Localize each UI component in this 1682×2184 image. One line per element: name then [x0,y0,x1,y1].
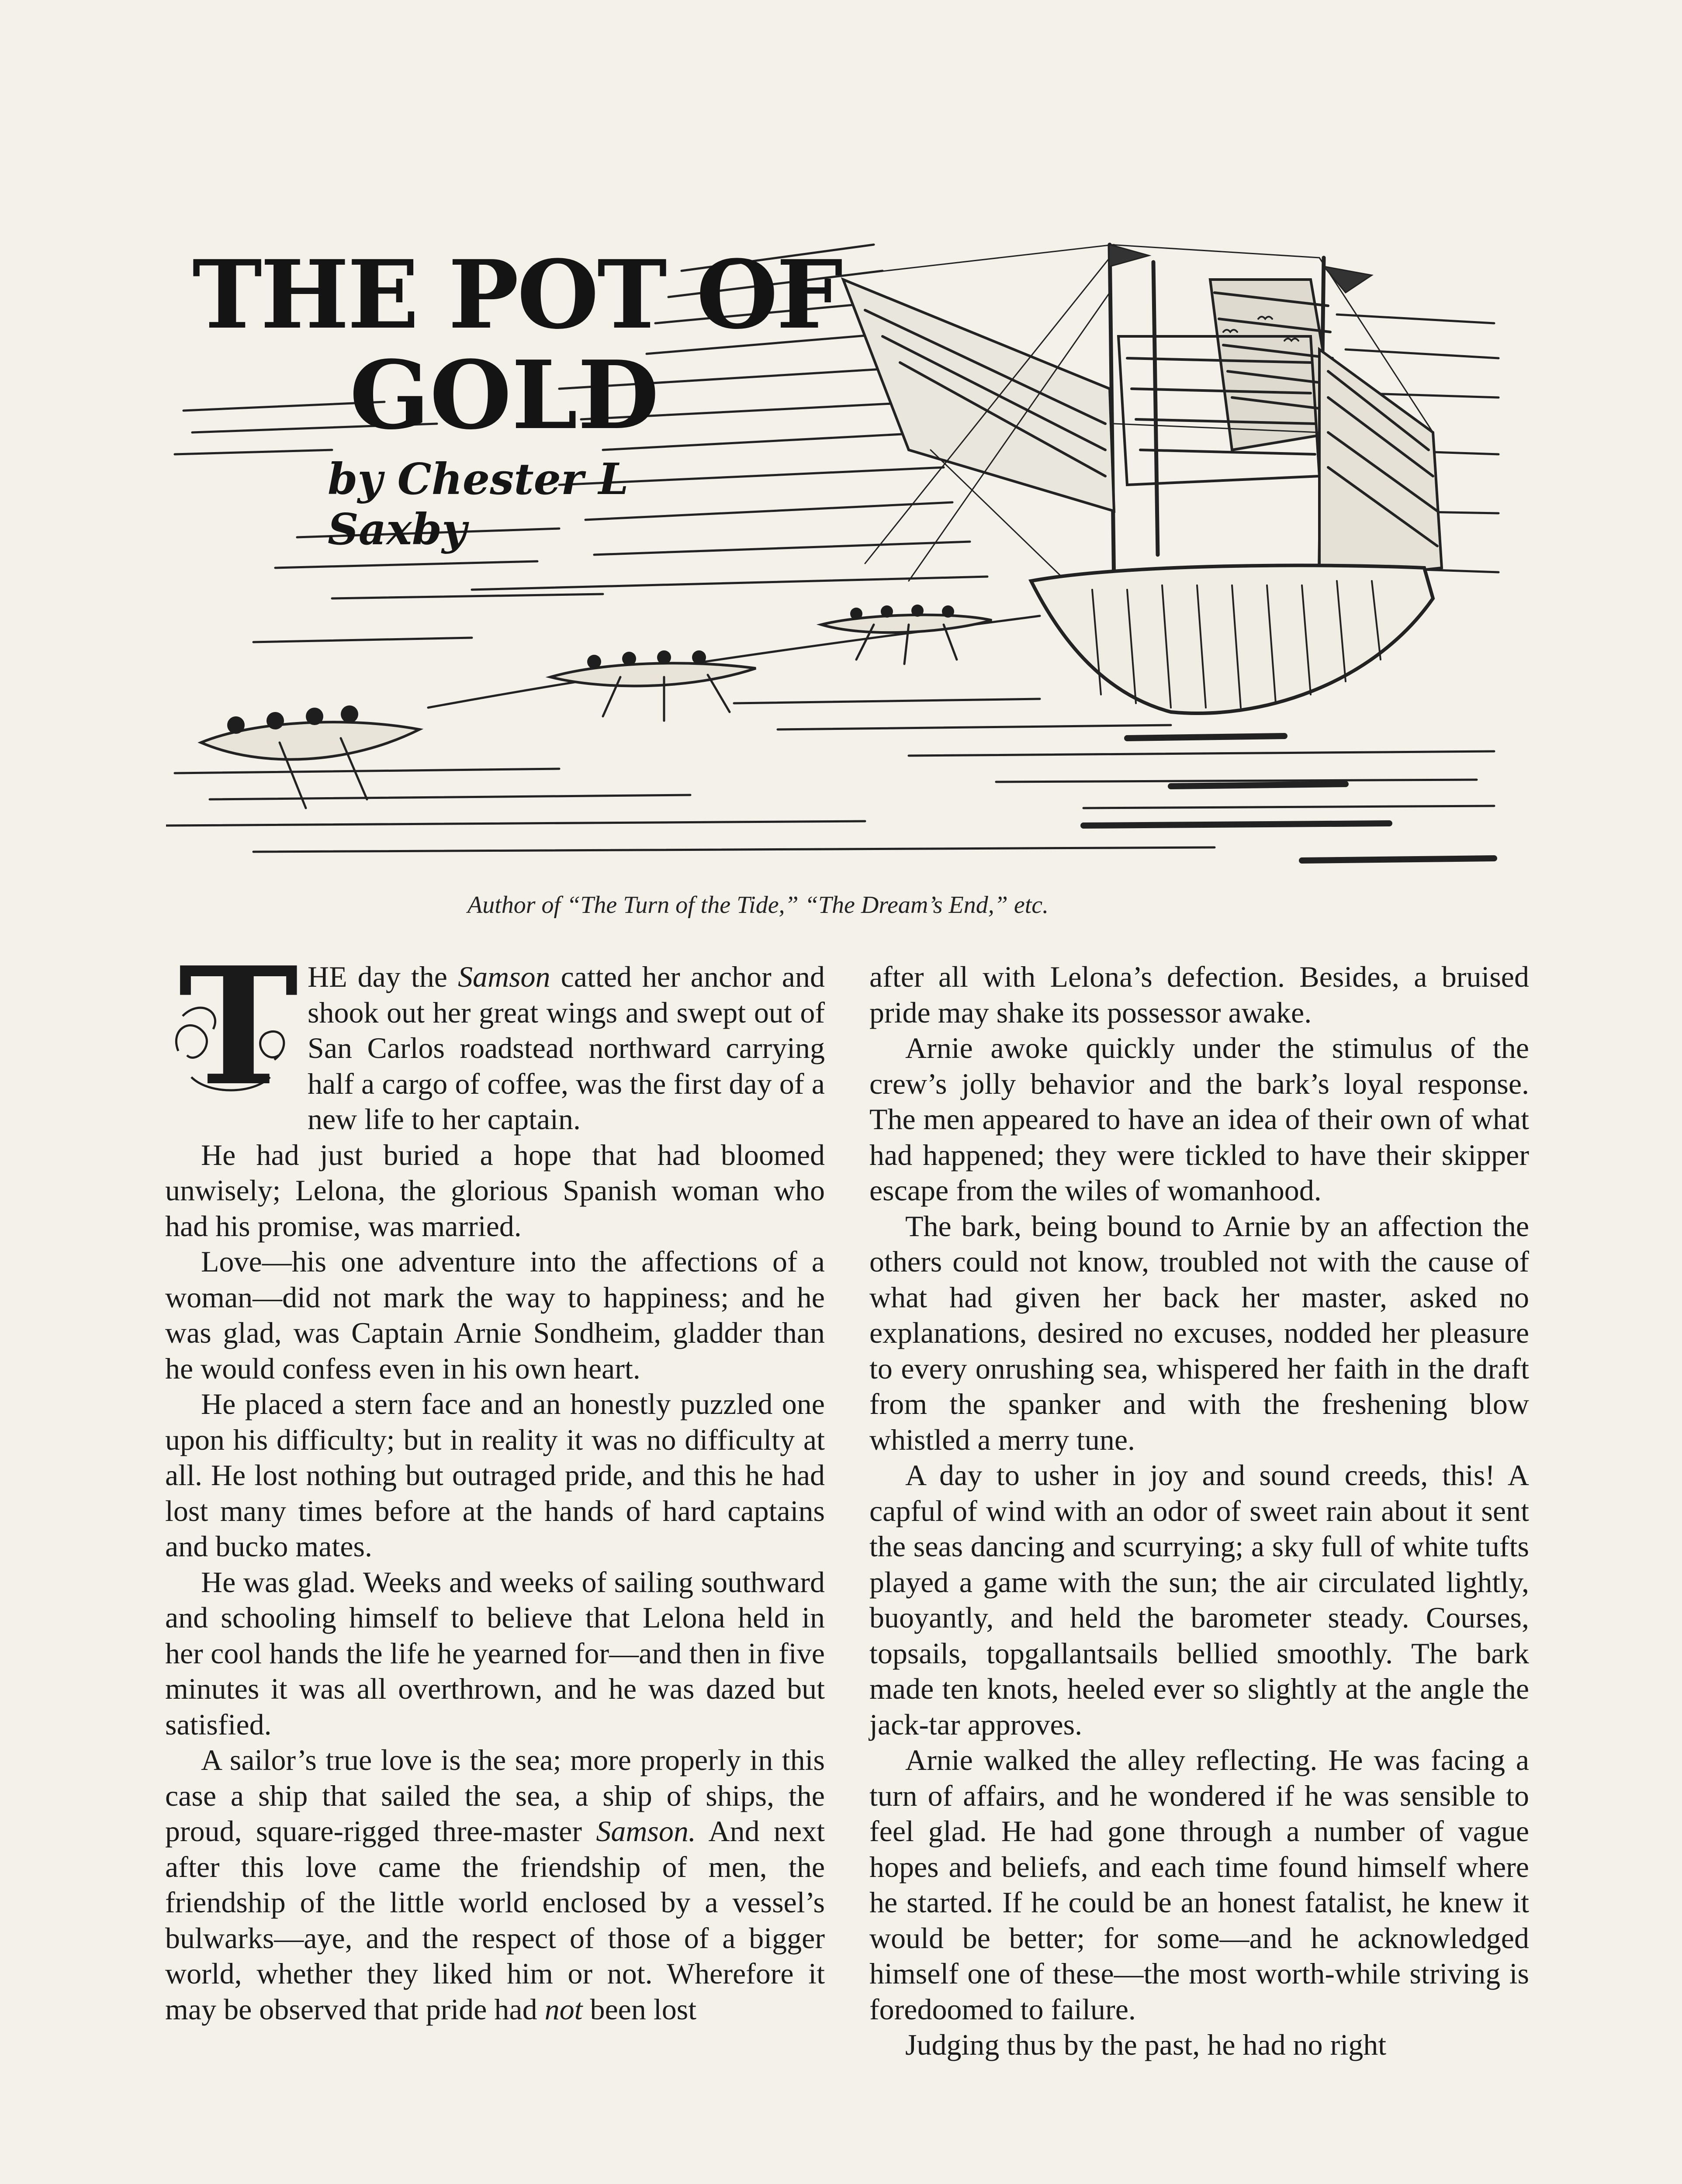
paragraph: Arnie walked the alley reflecting. He was facing a turn of affairs, and he wondered if he was sensible to feel glad. He had gone through a number of vague hopes and beliefs, and each time found himself where he started. If he could be an honest fatalist, he knew it would be better; for some—and he acknowledged himself one of these—the most worth-while striving is foredoomed to failure. [869,1743,1529,2026]
illustration-caption: Author of “The Turn of the Tide,” “The Dream’s End,” etc. [467,892,1049,919]
text-span: catted her anchor and shook out her great wings and swept out of San Carlos roadstead northward carrying half a cargo of coffee, was the first day of a new life to her captain. [308,960,825,1136]
article-title-line1: THE POT OF [192,239,841,350]
paragraph: Arnie awoke quickly under the stimulus of the crew’s jolly behavior and the bark’s loyal response. The men appeared to have an idea of their own of what had happened; they were tickled to have their skipper escape from the wiles of womanhood. [869,1031,1529,1207]
paragraph: A day to usher in joy and sound creeds, this! A capful of wind with an odor of sweet rain about it sent the seas dancing and scurrying; a sky full of white tufts played a game with the sun; the air circulated lightly, buoyantly, and held the barometer steady. Courses, topsails, topgallantsails bellied smoothly. The bark made ten knots, heeled ever so slightly at the angle the jack-tar approves. [869,1458,1529,1741]
title-block [192,239,841,555]
article-title-line2: GOLD [350,340,659,450]
paragraph: Love—his one adventure into the affections of a woman—did not mark the way to happiness; and he was glad, was Captain Arnie Sondheim, gladder than he would confess even in his own heart. [165,1245,825,1385]
text-span: been lost [582,1992,697,2026]
emphasis-italic: not [544,1992,583,2026]
ship-name-italic: Samson [457,960,550,993]
ship-name-italic: Samson. [596,1814,696,1848]
paragraph: Judging thus by the past, he had no right [905,2028,1387,2061]
text-span: And next after this love came the friendship of men, the friendship of the little world enclosed by a vessel’s bulwarks—aye, and the respect of those of a bigger world, whether they liked him or not. Wherefore it may be observed that pride had [165,1814,825,2026]
text-span: day the [347,960,458,993]
paragraph [165,1742,825,2027]
decorative-dropcap [165,932,299,1122]
dropcap-letter: T [178,932,299,1122]
text-span: A sailor’s true love is the sea; more properly in this case a ship that sailed the sea, a ship of ships, the proud, square-rigged three-master [165,1743,825,1848]
paragraph: The bark, being bound to Arnie by an affection the others could not know, troubled not with the cause of what had given her back her master, asked no explanations, desired no excuses, nodded her pleasure to every onrushing sea, whispered her faith in the draft from the spanker and with the freshening blow whistled a merry tune. [869,1209,1529,1456]
paragraph: He placed a stern face and an honestly puzzled one upon his difficulty; but in reality it was no difficulty at all. He lost nothing but outraged pride, and this he had lost many times before at the hands of hard captains and bucko mates. [165,1387,825,1563]
paragraph: after all with Lelona’s defection. Besides, a bruised pride may shake its possessor awake. [869,960,1529,1029]
paragraph: He was glad. Weeks and weeks of sailing southward and schooling himself to believe that Lelona held in her cool hands the life he yearned for—and then in five minutes it was all overthrown, and he was dazed but satisfied. [165,1565,825,1741]
paragraph: He had just buried a hope that had bloomed unwisely; Lelona, the glorious Spanish woman who had his promise, was married. [165,1138,825,1243]
article-byline: by Chester L Saxby [328,454,629,555]
left-column [165,932,825,2027]
first-word-rest: HE [308,960,347,993]
right-column [869,959,1529,2063]
